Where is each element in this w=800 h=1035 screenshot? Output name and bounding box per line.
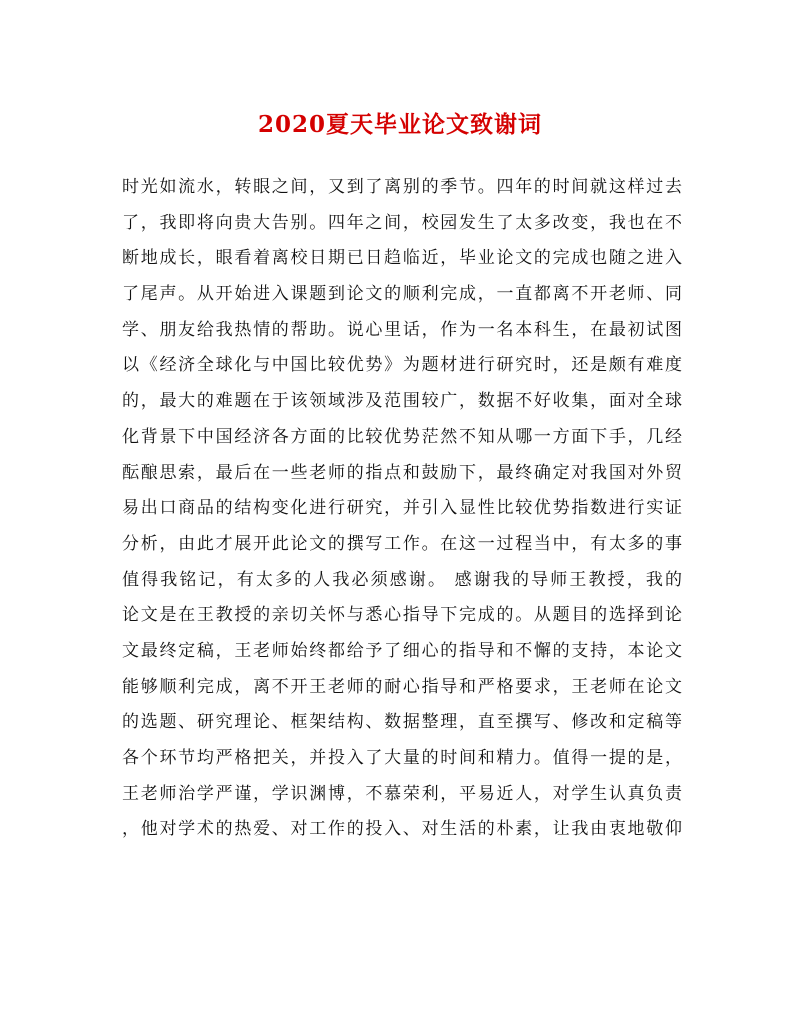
body-line: 王老师治学严谨，学识渊博，不慕荣利，平易近人，对学生认真负责: [122, 783, 682, 804]
body-line: 以《经济全球化与中国比较优势》为题材进行研究时，还是颇有难度: [122, 355, 682, 376]
body-line: 时光如流水，转眼之间，又到了离别的季节。四年的时间就这样过去: [122, 177, 682, 197]
body-line: 了尾声。从开始进入课题到论文的顺利完成，一直都离不开老师、同: [122, 284, 682, 305]
body-line: 学、朋友给我热情的帮助。说心里话，作为一名本科生，在最初试图: [122, 319, 682, 340]
body-line: 易出口商品的结构变化进行研究，并引入显性比较优势指数进行实证: [122, 498, 682, 519]
body-line: 各个环节均严格把关，并投入了大量的时间和精力。值得一提的是，: [122, 748, 682, 768]
body-line: 的选题、研究理论、框架结构、数据整理，直至撰写、修改和定稿等: [122, 712, 682, 733]
body-line: 断地成长，眼看着离校日期已日趋临近，毕业论文的完成也随之进入: [122, 248, 682, 269]
body-line: 分析，由此才展开此论文的撰写工作。在这一过程当中，有太多的事: [122, 533, 682, 554]
body-line: 化背景下中国经济各方面的比较优势茫然不知从哪一方面下手，几经: [122, 426, 682, 447]
body-line: 的，最大的难题在于该领域涉及范围较广，数据不好收集，面对全球: [122, 391, 682, 412]
body-line: 值得我铭记，有太多的人我必须感谢。 感谢我的导师王教授，我的: [122, 569, 682, 590]
body-line: ，他对学术的热爱、对工作的投入、对生活的朴素，让我由衷地敬仰: [122, 819, 682, 840]
document-title: 2020夏天毕业论文致谢词: [257, 111, 542, 138]
body-line: 论文是在王教授的亲切关怀与悉心指导下完成的。从题目的选择到论: [122, 605, 682, 626]
body-line: 了，我即将向贵大告别。四年之间，校园发生了太多改变，我也在不: [122, 212, 682, 233]
document-body: [122, 170, 682, 848]
body-line: 文最终定稿，王老师始终都给予了细心的指导和不懈的支持，本论文: [122, 640, 682, 661]
body-line: 能够顺利完成，离不开王老师的耐心指导和严格要求，王老师在论文: [122, 676, 682, 697]
body-line: 酝酿思索，最后在一些老师的指点和鼓励下，最终确定对我国对外贸: [122, 462, 682, 483]
